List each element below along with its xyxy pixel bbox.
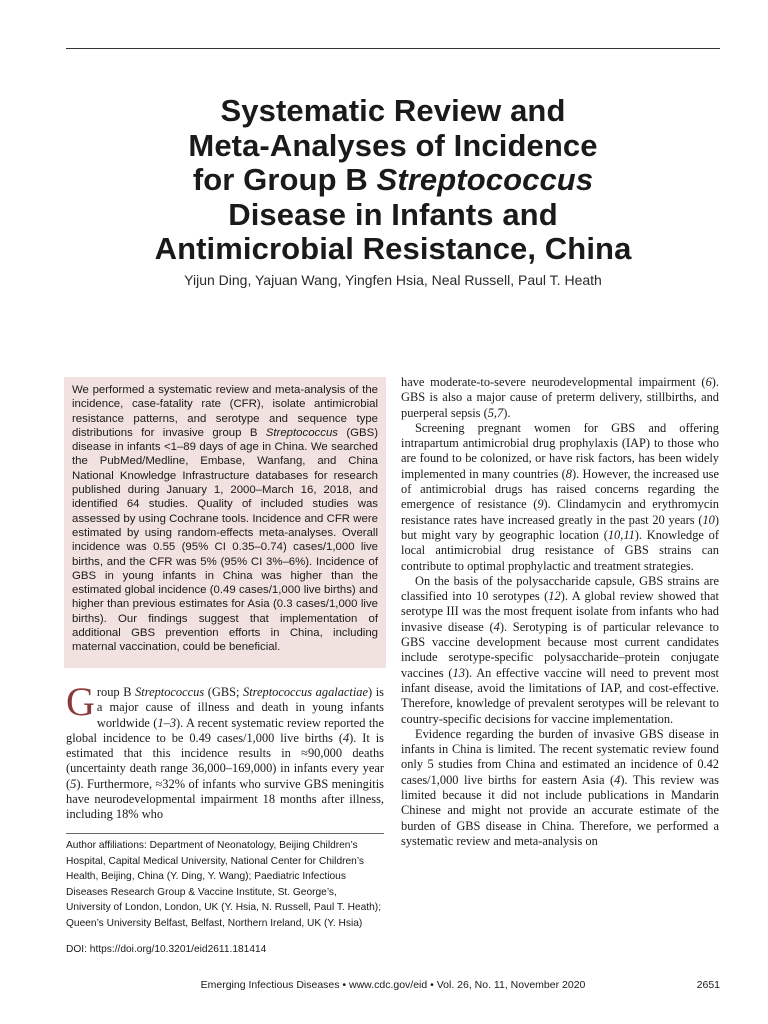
reference-link[interactable]: 4 (342, 730, 350, 745)
reference-link[interactable]: 8 (565, 466, 572, 481)
paragraph-serotypes: On the basis of the polysaccharide capsule, GBS strains are classified into 10 serotypes (12). A global review showed that serotype III was the most frequent isolate from infants who had invasive disease (4). Serotyping is of particular relevance to GBS vaccine development because most current candidates include serotype-specific polysaccharide–protein conjugate vaccines (13). An effective vaccine will need to prevent most infant disease, avoid the limitations of IAP, and cost-effective. Therefore, knowledge of prevalent serotypes will be relevant to country-specific decisions for vaccine implementation. (401, 573, 719, 726)
reference-link[interactable]: 10 (702, 512, 715, 527)
paragraph-screening: Screening pregnant women for GBS and offering intrapartum antimicrobial drug prophylaxis (IAP) to those who are found to be colonized, or have risk factors, has been widely implemented in many countries (8). However, the increased use of antimicrobial drugs has raised concerns regarding the emergence of resistance (9). Clindamycin and erythromycin resistance rates have increased greatly in the past 20 years (10) but might vary by geographic location (10,11). Knowledge of local antimicrobial drug resistance of GBS strains can contribute to optimal prophylactic and treatment strategies. (401, 420, 719, 573)
paragraph-evidence: Evidence regarding the burden of invasive GBS disease in infants in China is limited. The recent systematic review found only 5 studies from China and estimated an incidence of 0.42 cases/1,000 live births for eastern Asia (4). This review was limited because it did not include publications in Mandarin Chinese and might not provide an accurate estimate of the burden of GBS disease in China. Therefore, we performed a systematic review and meta-analysis on (401, 726, 719, 848)
title-line-1: Systematic Review and (220, 93, 566, 128)
article-title (66, 94, 720, 267)
affiliation-divider (66, 833, 384, 834)
title-line-4: Disease in Infants and (228, 196, 558, 232)
reference-link[interactable]: 4 (614, 772, 621, 787)
page-number: 2651 (696, 979, 720, 991)
reference-link[interactable]: 6 (705, 375, 712, 389)
reference-link[interactable]: 4 (493, 619, 500, 634)
author-affiliations: Author affiliations: Department of Neonatology, Beijing Children’s Hospital, Capital Medical University, National Center for Children’s Health, Beijing, China (Y. Ding, Y. Wang); Paediatric Infectious Diseases Research Group & Vaccine Institute, St. George’s, University of London, London, UK (Y. Hsia, N. Russell, Paul T. Heath); Queen’s University Belfast, Belfast, Northern Ireland, UK (Y. Hsia) (66, 840, 382, 929)
reference-link[interactable]: 13 (452, 665, 465, 680)
reference-link[interactable]: 1–3 (157, 715, 177, 730)
title-line-2: Meta-Analyses of Incidence (188, 127, 598, 163)
intro-paragraph: Group B Streptococcus (GBS; Streptococcus agalactiae) is a major cause of illness and death in young infants worldwide (1–3). A recent systematic review reported the global incidence to be 0.49 cases/1,000 live births (4). It is estimated that this incidence results in ≈90,000 deaths (uncertainty death range 36,000–169,000) in infants every year (5). Furthermore, ≈32% of infants who survive GBS meningitis have neurodevelopmental impairment 18 months after illness, including 18% who (66, 679, 385, 822)
body-column-left (66, 679, 385, 823)
doi-link[interactable]: DOI: https://doi.org/10.3201/eid2611.181414 (66, 944, 267, 955)
reference-link[interactable]: 12 (548, 589, 561, 604)
author-list: Yijun Ding, Yajuan Wang, Yingfen Hsia, Neal Russell, Paul T. Heath (184, 272, 602, 288)
reference-link[interactable]: 5 (70, 776, 77, 791)
reference-link[interactable]: 10,11 (607, 527, 635, 542)
body-column-right (401, 375, 719, 849)
paragraph-continued: have moderate-to-severe neurodevelopmental impairment (6). GBS is also a major cause of preterm delivery, stillbirths, and puerperal sepsis (5,7). (401, 375, 719, 420)
abstract-box: We performed a systematic review and meta-analysis of the incidence, case-fatality rate (CFR), isolate antimicrobial resistance patterns, and serotype and sequence type distributions for invasive group B Streptococcus (GBS) disease in infants <1–89 days of age in China. We searched the PubMed/Medline, Embase, Wanfang, and China National Knowledge Infrastructure databases for research published during January 1, 2000–March 16, 2018, and identified 64 studies. Quality of included studies was assessed by using Cochrane tools. Incidence and CFR were estimated by using random-effects meta-analyses. Overall incidence was 0.55 (95% CI 0.35–0.74) cases/1,000 live births, and the CFR was 5% (95% CI 3%–6%). Incidence of GBS in young infants in China was higher than the estimated global incidence (0.49 cases/1,000 live births) and higher than previous estimates for Asia (0.3 cases/1,000 live births). Our findings suggest that implementation of additional GBS prevention efforts in China, including maternal vaccination, could be beneficial. (64, 377, 386, 668)
drop-cap: G (66, 679, 95, 724)
reference-link[interactable]: 5,7 (487, 405, 504, 420)
journal-footer: Emerging Infectious Diseases • www.cdc.gov/eid • Vol. 26, No. 11, November 2020 (200, 979, 586, 991)
top-rule (66, 48, 720, 49)
title-line-3: for Group B Streptococcus (192, 162, 594, 197)
reference-link[interactable]: 9 (537, 497, 544, 512)
title-line-5: Antimicrobial Resistance, China (154, 231, 632, 266)
